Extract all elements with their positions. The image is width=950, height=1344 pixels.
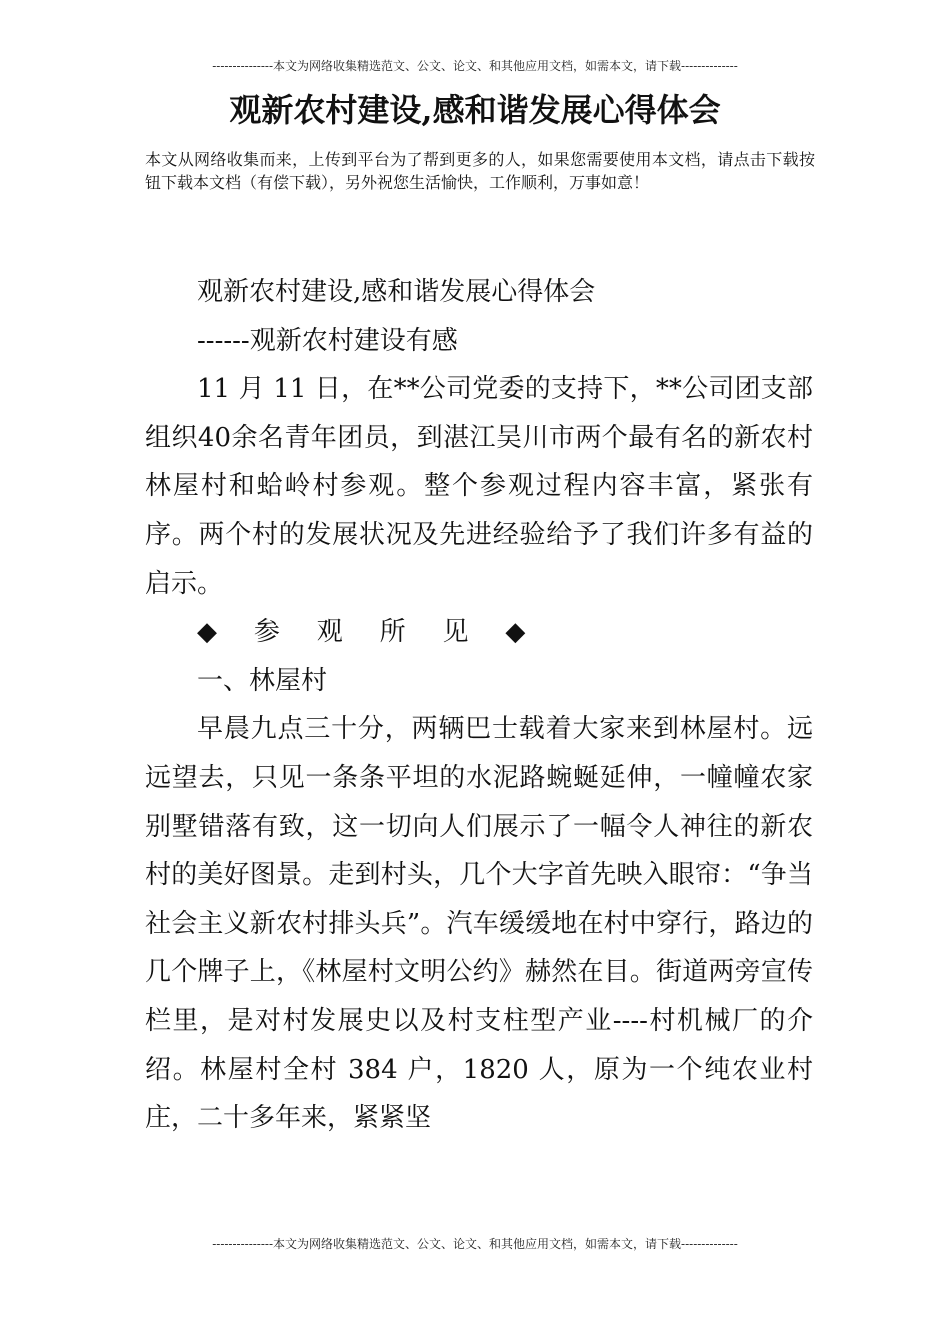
header-note: ---------------本文为网络收集精选范文、公文、论文、和其他应用文档，如需本文，请下载-------------- [212,59,738,73]
document-title: 观新农村建设,感和谐发展心得体会 [229,91,721,129]
document-body [145,268,813,1143]
section-1-title: 一、林屋村 [197,665,328,696]
body-paragraph-2: 早晨九点三十分，两辆巴士载着大家来到林屋村。远远望去，只见一条条平坦的水泥路蜿蜒延伸，一幢幢农家别墅错落有致，这一切向人们展示了一幅令人神往的新农村的美好图景。走到村头，几个大字首先映入眼帘：“争当社会主义新农村排头兵”。汽车缓缓地在村中穿行，路边的几个牌子上，《林屋村文明公约》赫然在目。街道两旁宣传栏里，是对村发展史以及村支柱型产业----村机械厂的介绍。林屋村全村 384 户，1820 人，原为一个纯农业村庄，二十多年来，紧紧坚 [145,714,813,1134]
intro-paragraph: 本文从网络收集而来，上传到平台为了帮到更多的人，如果您需要使用本文档，请点击下载按钮下载本文档（有偿下载），另外祝您生活愉快，工作顺利，万事如意！ [145,150,815,192]
body-heading: 观新农村建设,感和谐发展心得体会 [197,277,596,307]
section-marker: ◆ 参 观 所 见 ◆ [197,617,540,648]
footer-note: ---------------本文为网络收集精选范文、公文、论文、和其他应用文档，如需本文，请下载-------------- [212,1237,738,1251]
body-subheading: ------观新农村建设有感 [197,325,458,356]
body-paragraph-1: 11 月 11 日，在**公司党委的支持下，**公司团支部组织40余名青年团员，到湛江吴川市两个最有名的新农村林屋村和蛤岭村参观。整个参观过程内容丰富，紧张有序。两个村的发展状况及先进经验给予了我们许多有益的启示。 [145,374,813,599]
